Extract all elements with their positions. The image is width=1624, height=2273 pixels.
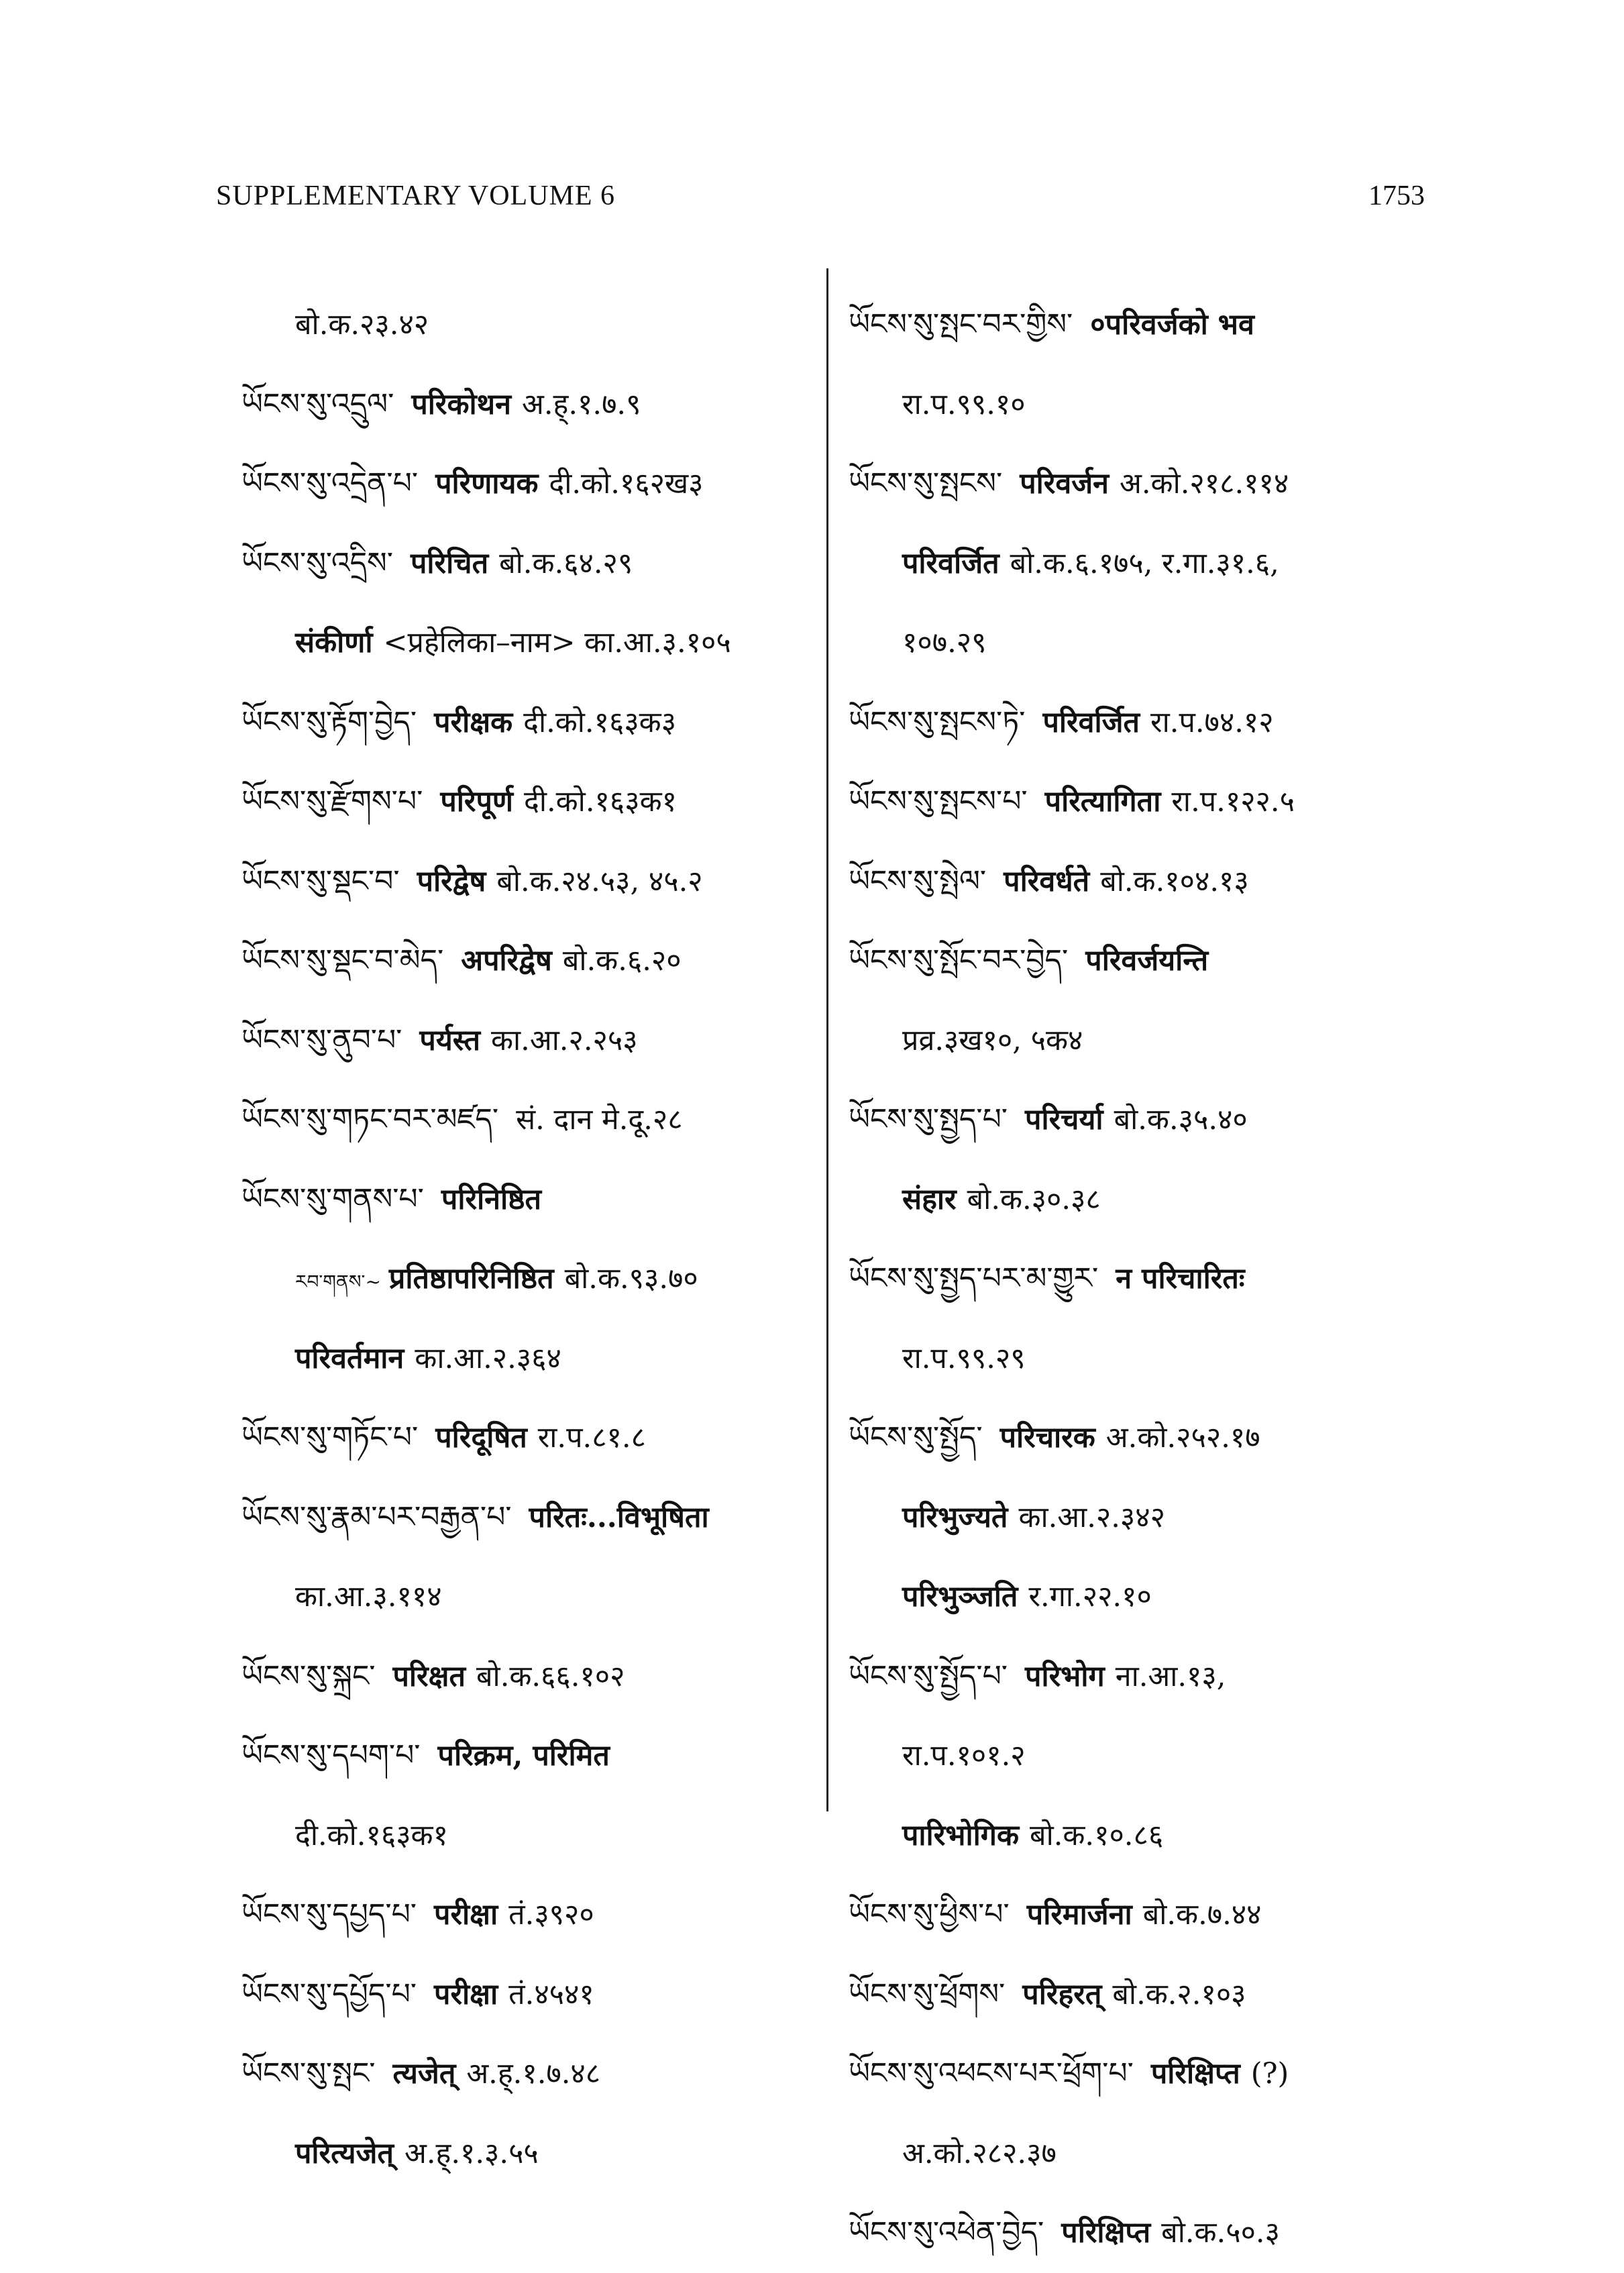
dictionary-entry-line [241,1796,812,1876]
source-reference: का.आ.२.२५३ [491,1023,638,1057]
sanskrit-equivalent: ०परिवर्जको भव [1090,308,1254,341]
sanskrit-equivalent: परिमार्जना [1026,1898,1132,1932]
dictionary-entry-line [241,1716,812,1796]
dictionary-entry-line [849,1160,1425,1240]
dictionary-entry-line [241,1319,812,1399]
sanskrit-equivalent: परिचर्या [1025,1103,1103,1136]
sanskrit-equivalent: प्रतिष्ठापरिनिष्ठित [388,1262,554,1296]
tibetan-headword: ཡོངས་སུ་འཕེན་བྱེད་ [849,2215,1044,2250]
sanskrit-equivalent: परिवर्जयन्ति [1085,944,1209,977]
tibetan-headword: ཡོངས་སུ་འདྲེན་པ་ [241,466,419,500]
tibetan-subentry: རབ་གནས་~ [295,1271,381,1293]
tibetan-headword: ཡོངས་སུ་སྤང་ [241,2056,376,2091]
source-reference: बो.क.२.१०३ [1112,1977,1246,2011]
dictionary-entry-line [241,683,812,763]
dictionary-entry-line [849,1398,1425,1478]
dictionary-entry-line [241,524,812,604]
dictionary-entry-line [241,762,812,842]
tibetan-headword: ཡོངས་སུ་སྤོང་བར་བྱེད་ [849,943,1069,977]
sanskrit-equivalent: परिद्वेष [417,864,486,898]
column-divider [826,268,828,1811]
dictionary-entry-line [849,2193,1425,2273]
sanskrit-equivalent: परित्यागिता [1044,785,1161,818]
dictionary-entry-line [849,921,1425,1001]
dictionary-entry-line [849,1319,1425,1399]
sanskrit-equivalent: परिक्रम, परिमित [437,1739,610,1773]
tibetan-headword: ཡོངས་སུ་སྤེལ་ [849,863,987,898]
source-reference: तं.४५४१ [508,1977,594,2011]
source-reference: बो.क.१०.८६ [1030,1818,1164,1852]
tibetan-headword: ཡོངས་སུ་དཔག་པ་ [241,1738,421,1773]
sanskrit-equivalent: पर्यस्त [419,1023,481,1057]
dictionary-entry-line [849,603,1425,683]
dictionary-entry-line [849,1001,1425,1081]
dictionary-entry-line [849,1637,1425,1717]
tibetan-headword: ཡོངས་སུ་སྤྱད་པར་མ་གྱུར་ [849,1261,1099,1296]
sanskrit-equivalent: परिक्षत [392,1659,466,1693]
tibetan-headword: ཡོངས་སུ་སྤྱོད་པ་ [849,1658,1008,1693]
dictionary-entry-line [241,2034,812,2114]
dictionary-entry-line [241,1637,812,1717]
dictionary-entry-line [849,1875,1425,1955]
tibetan-headword: ཡོངས་སུ་སྡང་བ་མེད་ [241,943,444,977]
tibetan-headword: ཡོངས་སུ་སྤངས་ [849,466,1003,500]
tibetan-headword: ཡོངས་སུ་དཔྱད་པ་ [241,1897,417,1932]
dictionary-entry-line [241,444,812,524]
dictionary-entry-line [241,1557,812,1637]
tibetan-headword: ཡོངས་སུ་གནས་པ་ [241,1181,424,1216]
source-reference: का.आ.२.३६४ [415,1341,561,1375]
dictionary-entry-line [241,1398,812,1478]
left-column [241,285,812,2193]
dictionary-entry-line [241,1239,812,1319]
tibetan-headword: ཡོངས་སུ་སྤངས་ཏེ་ [849,704,1026,739]
sanskrit-equivalent: परिणायक [435,467,539,500]
source-reference: दी.को.१६२ख३ [549,467,704,500]
running-header-title: SUPPLEMENTARY VOLUME 6 [216,180,616,211]
source-reference: बो.क.९३.७० [564,1262,698,1296]
dictionary-entry-line [849,1716,1425,1796]
source-reference: रा.प.९९.१० [902,387,1026,421]
tibetan-headword: ཡོངས་སུ་རྣམ་པར་བརྒྱན་པ་ [241,1499,512,1534]
source-reference: अ.को.२१८.११४ [1120,467,1289,500]
source-reference: रा.प.७४.१२ [1150,705,1274,739]
sanskrit-equivalent: परिभुञ्जति [902,1580,1018,1614]
sanskrit-equivalent: पारिभोगिक [902,1818,1020,1852]
sanskrit-equivalent: संकीर्णा [295,626,373,659]
dictionary-entry-line [241,921,812,1001]
tibetan-headword: ཡོངས་སུ་འདྲིས་ [241,545,393,580]
dictionary-entry-line [849,683,1425,763]
source-reference: बो.क.६.१७५, र.गा.३१.६, [1010,546,1279,580]
sanskrit-equivalent: संहार [902,1182,957,1216]
tibetan-headword: ཡོངས་སུ་འཕངས་པར་ཕྲོག་པ་ [849,2056,1134,2091]
dictionary-entry-line [849,1478,1425,1558]
sanskrit-equivalent: त्यजेत् [392,2057,456,2091]
source-reference: र.गा.२२.१० [1028,1580,1152,1614]
dictionary-entry-line [849,285,1425,365]
tibetan-headword: ཡོངས་སུ་རྫོགས་པ་ [241,784,423,818]
source-reference: बो.क.२४.५३, ४५.२ [496,864,703,898]
dictionary-entry-line [241,285,812,365]
source-reference: रा.प.१०१.२ [902,1739,1026,1773]
sanskrit-equivalent: परिदूषित [435,1421,527,1455]
source-reference: अ.ह्.१.७.९ [522,387,641,421]
tibetan-headword: ཡོངས་སུ་ཕྱིས་པ་ [849,1897,1010,1932]
dictionary-entry-line [849,2034,1425,2114]
tibetan-headword: ཡོངས་སུ་རྟོག་བྱེད་ [241,704,417,739]
sanskrit-equivalent: परिनिष्ठित [441,1182,542,1216]
source-reference: अ.को.२८२.३७ [902,2136,1057,2170]
source-reference: <प्रहेलिका–नाम> का.आ.३.१०५ [383,626,731,659]
source-reference: बो.क.३५.४० [1114,1103,1248,1136]
source-reference: बो.क.७.४४ [1142,1898,1262,1932]
dictionary-entry-line [849,365,1425,445]
source-reference: प्रव्र.३ख१०, ५क४ [902,1023,1083,1057]
dictionary-entry-line [849,1557,1425,1637]
tibetan-headword: ཡོངས་སུ་དཔྱོད་པ་ [241,1976,417,2011]
source-reference: रा.प.९९.२९ [902,1341,1026,1375]
source-reference: बो.क.३०.३८ [967,1182,1101,1216]
source-reference: रा.प.१२२.५ [1171,785,1295,818]
tibetan-headword: ཡོངས་སུ་སྤྱད་པ་ [849,1102,1008,1136]
dictionary-entry-line [849,1796,1425,1876]
sanskrit-equivalent: परिभुज्यते [902,1500,1008,1534]
tibetan-headword: ཡོངས་སུ་སྐྲང་ [241,1658,376,1693]
sanskrit-equivalent: परित्यजेत् [295,2136,394,2170]
source-reference: बो.क.६४.२९ [499,546,633,580]
source-reference: बो.क.६.२० [562,944,682,977]
page-number: 1753 [1368,180,1425,211]
dictionary-entry-line [241,842,812,922]
source-reference: (?) [1250,2057,1289,2091]
dictionary-entry-line [241,1955,812,2035]
sanskrit-equivalent: परिभोग [1025,1659,1105,1693]
tibetan-headword: ཡོངས་སུ་ནུབ་པ་ [241,1022,402,1057]
sanskrit-equivalent: परिहरत् [1022,1977,1102,2011]
source-reference: १०७.२९ [902,626,987,659]
sanskrit-equivalent: परिचारक [999,1421,1095,1455]
dictionary-entry-line [241,1080,812,1160]
dictionary-entry-line [241,1160,812,1240]
sanskrit-equivalent: परिवर्धते [1004,864,1090,898]
tibetan-headword: ཡོངས་སུ་གཏང་བར་མཛད་ [241,1102,499,1136]
source-reference: अ.को.२५२.१७ [1105,1421,1260,1455]
sanskrit-equivalent: परीक्षा [434,1977,498,2011]
dictionary-entry-line [849,2114,1425,2194]
dictionary-entry-line [849,444,1425,524]
tibetan-headword: ཡོངས་སུ་འདྲུལ་ [241,386,394,421]
source-reference: दी.को.१६३क१ [524,785,677,818]
dictionary-entry-line [241,1875,812,1955]
sanskrit-equivalent: परिपूर्ण [440,785,514,818]
tibetan-headword: ཡོངས་སུ་སྤང་བར་གྱིས་ [849,307,1073,341]
source-reference: का.आ.३.११४ [295,1580,442,1614]
dictionary-entry-line [241,365,812,445]
dictionary-entry-line [241,2114,812,2194]
dictionary-entry-line [241,1478,812,1558]
tibetan-headword: ཡོངས་སུ་སྤྱོད་ [849,1420,983,1455]
dictionary-entry-line [241,603,812,683]
sanskrit-equivalent: परितः...विभूषिता [529,1500,709,1534]
right-column [849,285,1425,2273]
source-reference: अ.ह्.१.३.५५ [404,2136,539,2170]
tibetan-headword: ཡོངས་སུ་སྤངས་པ་ [849,784,1028,818]
source-reference: अ.ह्.१.७.४८ [466,2057,601,2091]
dictionary-entry-line [849,842,1425,922]
source-reference: सं. दान मे.दू.२८ [516,1103,683,1136]
sanskrit-equivalent: परिवर्जित [1042,705,1140,739]
tibetan-headword: ཡོངས་སུ་སྡང་བ་ [241,863,400,898]
dictionary-entry-line [241,1001,812,1081]
source-reference: बो.क.५०.३ [1161,2216,1280,2250]
source-reference: बो.क.१०४.१३ [1100,864,1249,898]
sanskrit-equivalent: परिवर्जित [902,546,999,580]
source-reference: दी.को.१६३क१ [295,1818,448,1852]
source-reference: का.आ.२.३४२ [1018,1500,1165,1534]
dictionary-entry-line [849,524,1425,604]
sanskrit-equivalent: परीक्षक [434,705,513,739]
source-reference: रा.प.८१.८ [537,1421,646,1455]
source-reference: दी.को.१६३क३ [523,705,677,739]
sanskrit-equivalent: परिवर्तमान [295,1341,404,1375]
sanskrit-equivalent: परिचित [410,546,489,580]
sanskrit-equivalent: परीक्षा [434,1898,498,1932]
sanskrit-equivalent: परिक्षिप्त [1150,2057,1240,2091]
sanskrit-equivalent: न परिचारितः [1116,1262,1245,1296]
source-reference: ना.आ.१३, [1115,1659,1226,1693]
tibetan-headword: ཡོངས་སུ་གཏོང་པ་ [241,1420,419,1455]
dictionary-entry-line [849,762,1425,842]
dictionary-entry-line [849,1239,1425,1319]
source-reference: बो.क.२३.४२ [295,308,429,341]
dictionary-entry-line [849,1955,1425,2035]
source-reference: बो.क.६६.१०२ [476,1659,625,1693]
tibetan-headword: ཡོངས་སུ་ཕྲོགས་ [849,1976,1006,2011]
dictionary-entry-line [849,1080,1425,1160]
sanskrit-equivalent: परिकोथन [411,387,512,421]
sanskrit-equivalent: परिवर्जन [1020,467,1109,500]
sanskrit-equivalent: अपरिद्वेष [461,944,552,977]
source-reference: तं.३९२० [508,1898,594,1932]
sanskrit-equivalent: परिक्षिप्त [1061,2216,1151,2250]
